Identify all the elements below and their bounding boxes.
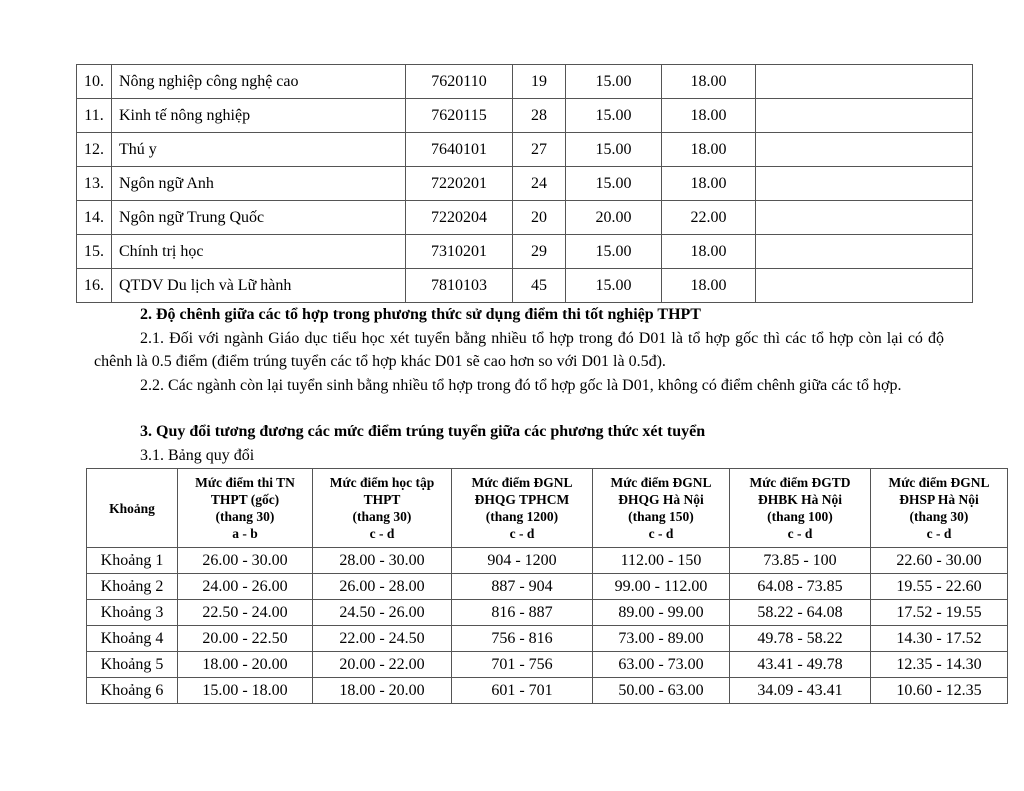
table-cell: 73.00 - 89.00 xyxy=(593,626,730,652)
table-cell: 26.00 - 30.00 xyxy=(178,548,313,574)
score-2: 18.00 xyxy=(662,167,756,201)
empty-cell xyxy=(756,201,973,235)
header-dgnl-hcm xyxy=(452,469,593,548)
table-cell: 22.50 - 24.00 xyxy=(178,600,313,626)
table-cell: 17.52 - 19.55 xyxy=(871,600,1008,626)
header-line: Mức điểm học tập xyxy=(329,475,435,490)
header-line: ĐHQG Hà Nội xyxy=(618,492,704,507)
major-code: 7640101 xyxy=(406,133,513,167)
quota: 24 xyxy=(513,167,566,201)
table-cell: 112.00 - 150 xyxy=(593,548,730,574)
table-cell: 99.00 - 112.00 xyxy=(593,574,730,600)
header-line: (thang 30) xyxy=(215,509,275,524)
row-number: 11. xyxy=(77,99,112,133)
table-row xyxy=(87,652,1008,678)
table-cell: 89.00 - 99.00 xyxy=(593,600,730,626)
header-dgnl-hanoi xyxy=(593,469,730,548)
header-line: (thang 100) xyxy=(767,509,833,524)
table-cell: 50.00 - 63.00 xyxy=(593,678,730,704)
score-2: 18.00 xyxy=(662,99,756,133)
table-row xyxy=(77,269,973,303)
score-1: 15.00 xyxy=(566,235,662,269)
major-code: 7620110 xyxy=(406,65,513,99)
header-line: c - d xyxy=(509,526,535,541)
conversion-table-body xyxy=(87,548,1008,704)
score-1: 15.00 xyxy=(566,99,662,133)
score-1: 15.00 xyxy=(566,133,662,167)
major-code: 7220204 xyxy=(406,201,513,235)
section-2-2-paragraph: 2.2. Các ngành còn lại tuyển sinh bằng nhiều tổ hợp trong đó tổ hợp gốc là D01, không có điểm chênh giữa các tổ hợp. xyxy=(140,377,902,394)
row-number: 10. xyxy=(77,65,112,99)
empty-cell xyxy=(756,99,973,133)
table-cell: 887 - 904 xyxy=(452,574,593,600)
major-name: Thú y xyxy=(112,133,406,167)
score-1: 20.00 xyxy=(566,201,662,235)
header-line: THPT (gốc) xyxy=(210,492,280,507)
header-line: a - b xyxy=(232,526,258,541)
table-cell: 34.09 - 43.41 xyxy=(730,678,871,704)
table-cell: Khoảng 3 xyxy=(87,600,178,626)
table-row xyxy=(87,548,1008,574)
table-cell: 10.60 - 12.35 xyxy=(871,678,1008,704)
empty-cell xyxy=(756,167,973,201)
empty-cell xyxy=(756,235,973,269)
major-name: Nông nghiệp công nghệ cao xyxy=(112,65,406,99)
header-dgnl-sp xyxy=(871,469,1008,548)
header-line: ĐHQG TPHCM xyxy=(474,492,570,507)
table-cell: 756 - 816 xyxy=(452,626,593,652)
table-row xyxy=(87,600,1008,626)
section-2-1-paragraph: 2.1. Đối với ngành Giáo dục tiểu học xét tuyển bằng nhiều tổ hợp trong đó D01 là tổ hợp gốc thì các tổ hợp còn lại có độ chênh là 0.5 điểm (điểm trúng tuyển các tổ hợp khác D01 sẽ cao hơn so với D01 là 0.5đ). xyxy=(94,330,944,370)
table-row xyxy=(77,65,973,99)
major-code: 7620115 xyxy=(406,99,513,133)
table-cell: 19.55 - 22.60 xyxy=(871,574,1008,600)
table-cell: 43.41 - 49.78 xyxy=(730,652,871,678)
section-3-heading: 3. Quy đổi tương đương các mức điểm trúng tuyển giữa các phương thức xét tuyển xyxy=(140,423,706,440)
empty-cell xyxy=(756,133,973,167)
major-name: Ngôn ngữ Anh xyxy=(112,167,406,201)
table-row xyxy=(87,626,1008,652)
score-2: 18.00 xyxy=(662,235,756,269)
major-name: Chính trị học xyxy=(112,235,406,269)
header-line: c - d xyxy=(787,526,813,541)
table-row xyxy=(87,574,1008,600)
score-1: 15.00 xyxy=(566,269,662,303)
major-name: Kinh tế nông nghiệp xyxy=(112,99,406,133)
table-cell: Khoảng 4 xyxy=(87,626,178,652)
score-2: 22.00 xyxy=(662,201,756,235)
header-line: Mức điểm ĐGNL xyxy=(888,475,990,490)
header-line: c - d xyxy=(369,526,395,541)
score-2: 18.00 xyxy=(662,65,756,99)
header-line: Mức điểm ĐGTD xyxy=(749,475,851,490)
table-cell: 701 - 756 xyxy=(452,652,593,678)
table-cell: 18.00 - 20.00 xyxy=(313,678,452,704)
score-1: 15.00 xyxy=(566,65,662,99)
table-cell: 15.00 - 18.00 xyxy=(178,678,313,704)
conversion-table-head xyxy=(87,469,1008,548)
header-line: Mức điểm ĐGNL xyxy=(471,475,573,490)
table-cell: 64.08 - 73.85 xyxy=(730,574,871,600)
empty-cell xyxy=(756,269,973,303)
major-code: 7310201 xyxy=(406,235,513,269)
quota: 27 xyxy=(513,133,566,167)
table-cell: 24.00 - 26.00 xyxy=(178,574,313,600)
section-3-1-subheading: 3.1. Bảng quy đổi xyxy=(140,447,255,464)
quota: 20 xyxy=(513,201,566,235)
row-number: 13. xyxy=(77,167,112,201)
major-code: 7220201 xyxy=(406,167,513,201)
row-number: 14. xyxy=(77,201,112,235)
header-line: Mức điểm thi TN xyxy=(195,475,295,490)
header-line: ĐHBK Hà Nội xyxy=(757,492,842,507)
table-cell: 904 - 1200 xyxy=(452,548,593,574)
table-cell: 63.00 - 73.00 xyxy=(593,652,730,678)
table-row xyxy=(77,167,973,201)
score-1: 15.00 xyxy=(566,167,662,201)
row-number: 15. xyxy=(77,235,112,269)
row-number: 16. xyxy=(77,269,112,303)
header-khoang xyxy=(87,469,178,548)
header-thpt-transcript xyxy=(313,469,452,548)
header-row xyxy=(87,469,1008,548)
table-row xyxy=(87,678,1008,704)
header-line: Khoảng xyxy=(109,500,155,516)
score-2: 18.00 xyxy=(662,133,756,167)
row-number: 12. xyxy=(77,133,112,167)
table-cell: 22.00 - 24.50 xyxy=(313,626,452,652)
table-cell: 73.85 - 100 xyxy=(730,548,871,574)
table-row xyxy=(77,133,973,167)
quota: 19 xyxy=(513,65,566,99)
header-line: (thang 1200) xyxy=(485,509,559,524)
major-name: Ngôn ngữ Trung Quốc xyxy=(112,201,406,235)
table-cell: Khoảng 2 xyxy=(87,574,178,600)
table-cell: 20.00 - 22.50 xyxy=(178,626,313,652)
table-row xyxy=(77,201,973,235)
header-line: c - d xyxy=(926,526,952,541)
conversion-table xyxy=(86,468,1008,704)
header-line: (thang 30) xyxy=(352,509,412,524)
table-row xyxy=(77,99,973,133)
header-line: Mức điểm ĐGNL xyxy=(610,475,712,490)
table-cell: 22.60 - 30.00 xyxy=(871,548,1008,574)
major-name: QTDV Du lịch và Lữ hành xyxy=(112,269,406,303)
quota: 45 xyxy=(513,269,566,303)
header-line: (thang 150) xyxy=(628,509,694,524)
table-cell: Khoảng 5 xyxy=(87,652,178,678)
table-row xyxy=(77,235,973,269)
header-thpt-exam xyxy=(178,469,313,548)
header-dgtd-bk xyxy=(730,469,871,548)
header-line: THPT xyxy=(363,492,401,507)
table-cell: 49.78 - 58.22 xyxy=(730,626,871,652)
table-cell: Khoảng 1 xyxy=(87,548,178,574)
table-cell: Khoảng 6 xyxy=(87,678,178,704)
table-cell: 18.00 - 20.00 xyxy=(178,652,313,678)
table-cell: 14.30 - 17.52 xyxy=(871,626,1008,652)
header-line: (thang 30) xyxy=(909,509,969,524)
table-cell: 816 - 887 xyxy=(452,600,593,626)
table-cell: 58.22 - 64.08 xyxy=(730,600,871,626)
majors-table xyxy=(76,64,973,303)
table-cell: 28.00 - 30.00 xyxy=(313,548,452,574)
table-cell: 26.00 - 28.00 xyxy=(313,574,452,600)
majors-table-body xyxy=(77,65,973,303)
quota: 29 xyxy=(513,235,566,269)
major-code: 7810103 xyxy=(406,269,513,303)
header-line: c - d xyxy=(648,526,674,541)
score-2: 18.00 xyxy=(662,269,756,303)
table-cell: 12.35 - 14.30 xyxy=(871,652,1008,678)
table-cell: 601 - 701 xyxy=(452,678,593,704)
header-line: ĐHSP Hà Nội xyxy=(899,492,979,507)
section-2-heading: 2. Độ chênh giữa các tổ hợp trong phương thức sử dụng điểm thi tốt nghiệp THPT xyxy=(140,306,701,323)
quota: 28 xyxy=(513,99,566,133)
empty-cell xyxy=(756,65,973,99)
table-cell: 20.00 - 22.00 xyxy=(313,652,452,678)
table-cell: 24.50 - 26.00 xyxy=(313,600,452,626)
